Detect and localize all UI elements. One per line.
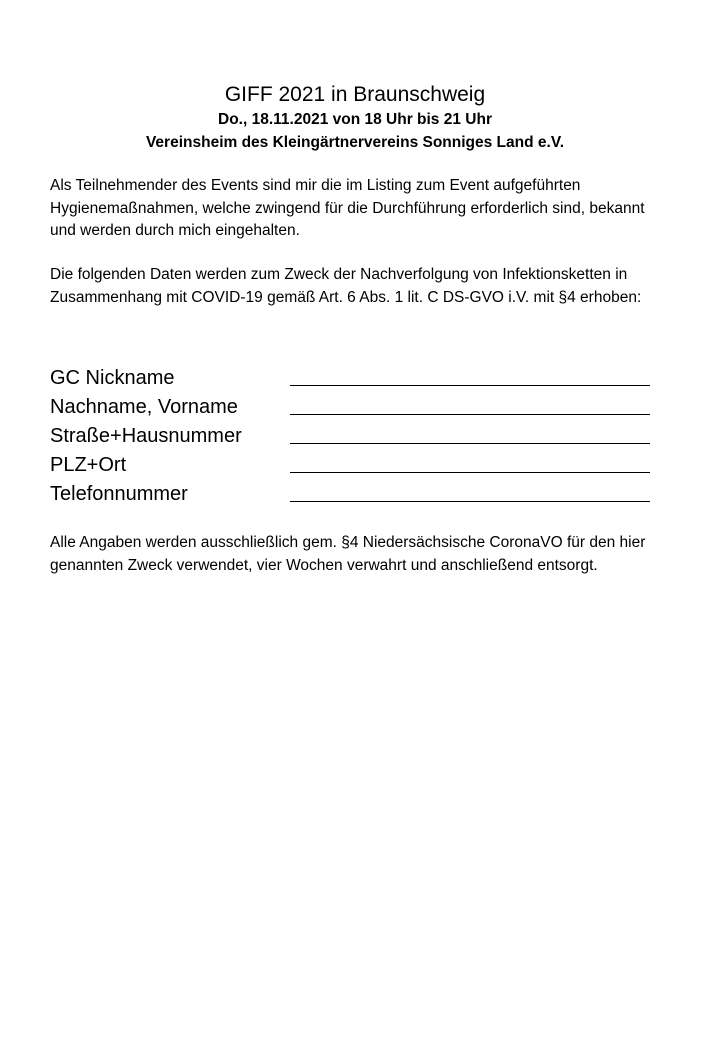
field-input-line[interactable] — [290, 414, 650, 415]
field-name — [50, 394, 650, 423]
field-input-line[interactable] — [290, 472, 650, 473]
field-gc-nickname — [50, 365, 650, 394]
field-input-line[interactable] — [290, 385, 650, 386]
page-title: GIFF 2021 in Braunschweig — [224, 83, 486, 106]
field-label: GC Nickname — [50, 367, 175, 389]
field-label: PLZ+Ort — [50, 454, 127, 476]
event-location: Vereinsheim des Kleingärtnervereins Sonniges Land e.V. — [145, 134, 565, 151]
event-date: Do., 18.11.2021 von 18 Uhr bis 21 Uhr — [218, 111, 492, 128]
field-input-line[interactable] — [290, 443, 650, 444]
field-phone — [50, 481, 650, 510]
field-street — [50, 423, 650, 452]
field-label: Telefonnummer — [50, 483, 188, 505]
data-purpose-paragraph: Die folgenden Daten werden zum Zweck der Nachverfolgung von Infektionsketten in Zusammenhang mit COVID-19 gemäß Art. 6 Abs. 1 lit. C DS-GVO i.V. mit §4 erhoben: — [50, 266, 642, 306]
field-input-line[interactable] — [290, 501, 650, 502]
hygiene-paragraph: Als Teilnehmender des Events sind mir die im Listing zum Event aufgeführten Hygienemaßnahmen, welche zwingend für die Durchführung erforderlich sind, bekannt und werden durch mich eingehalten. — [50, 177, 645, 239]
retention-paragraph: Alle Angaben werden ausschließlich gem. §4 Niedersächsische CoronaVO für den hier genannten Zweck verwendet, vier Wochen verwahrt und anschließend entsorgt. — [50, 534, 646, 574]
field-postcode-city — [50, 452, 650, 481]
field-label: Nachname, Vorname — [50, 396, 238, 418]
field-label: Straße+Hausnummer — [50, 425, 242, 447]
